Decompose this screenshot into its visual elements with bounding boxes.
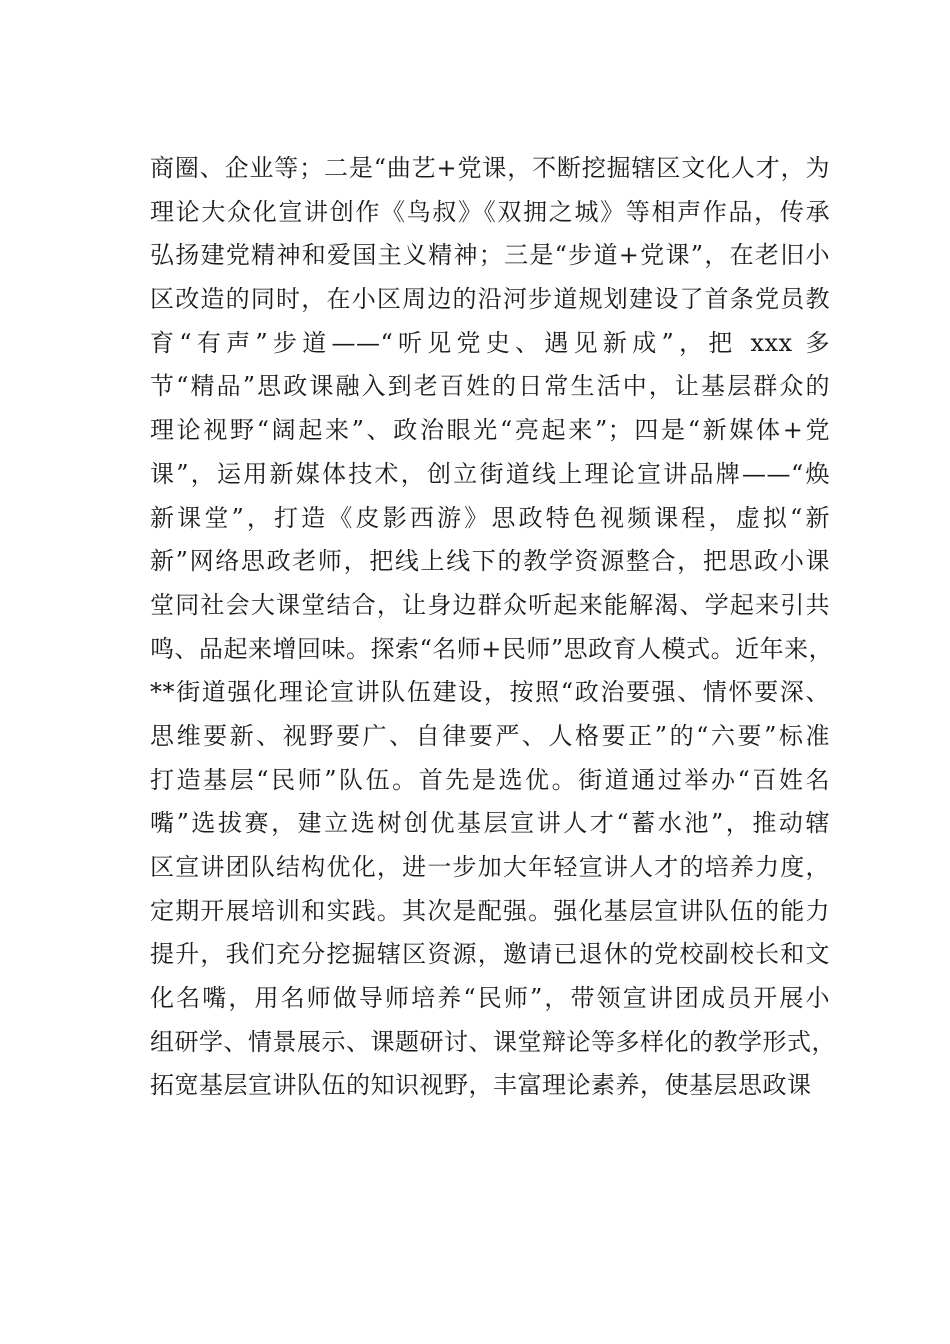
text-line: 化名嘴，用名师做导师培养“民师”，带领宣讲团成员开展小 [150,984,830,1013]
text-line: 提升，我们充分挖掘辖区资源，邀请已退休的党校副校长和文 [150,940,830,969]
text-line: 弘扬建党精神和爱国主义精神；三是“步道+党课”，在老旧小 [150,241,830,270]
text-line: 商圈、企业等；二是“曲艺+党课，不断挖掘辖区文化人才，为 [150,154,830,182]
text-line: 理论大众化宣讲创作《鸟叔》《双拥之城》等相声作品，传承 [150,197,830,226]
text-line: 思维要新、视野要广、自律要严、人格要正”的“六要”标准 [150,721,830,750]
text-line: 区改造的同时，在小区周边的沿河步道规划建设了首条党员教 [150,285,830,314]
text-line: 区宣讲团队结构优化，进一步加大年轻宣讲人才的培养力度， [150,853,830,881]
text-line: 定期开展培训和实践。其次是配强。强化基层宣讲队伍的能力 [150,896,830,925]
body-paragraph [150,147,836,1108]
text-line: 拓宽基层宣讲队伍的知识视野，丰富理论素养，使基层思政课 [150,1071,812,1100]
text-line: 新课堂”，打造《皮影西游》思政特色视频课程，虚拟“新 [150,503,830,532]
text-line: 嘴”选拔赛，建立选树创优基层宣讲人才“蓄水池”，推动辖 [150,809,830,838]
text-line: 课”，运用新媒体技术，创立街道线上理论宣讲品牌——“焕 [150,459,830,488]
text-line: 新”网络思政老师，把线上线下的教学资源整合，把思政小课 [150,547,830,576]
text-line: 鸣、品起来增回味。探索“名师+民师”思政育人模式。近年来， [150,634,834,663]
text-line: **街道强化理论宣讲队伍建设，按照“政治要强、情怀要深、 [150,678,830,707]
text-line: 理论视野“阔起来”、政治眼光“亮起来”；四是“新媒体+党 [150,416,830,445]
text-line: 节“精品”思政课融入到老百姓的日常生活中，让基层群众的 [150,372,830,401]
text-line: 堂同社会大课堂结合，让身边群众听起来能解渴、学起来引共 [150,590,830,619]
text-line: 组研学、情景展示、课题研讨、课堂辩论等多样化的教学形式， [150,1027,836,1056]
text-line: 打造基层“民师”队伍。首先是选优。街道通过举办“百姓名 [150,765,830,794]
text-line: 育“有声”步道——“听见党史、遇见新成”，把 xxx 多 [150,328,830,357]
